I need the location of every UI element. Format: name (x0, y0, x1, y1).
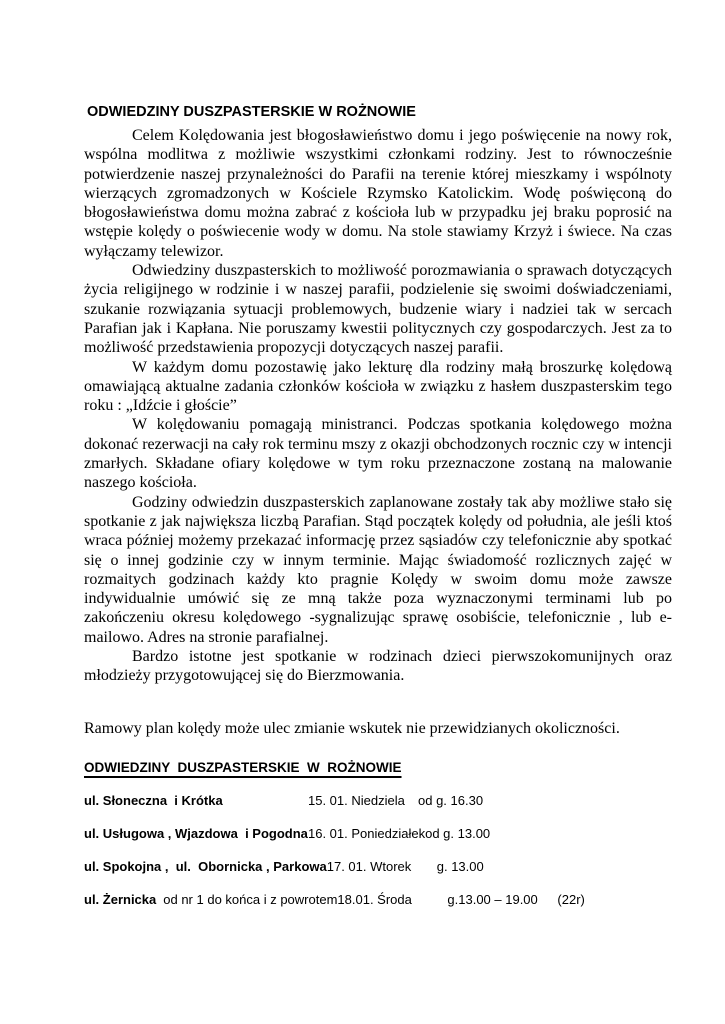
street-note: od nr 1 do końca i z powrotem (163, 891, 338, 907)
street-names (84, 858, 327, 875)
street-names (84, 891, 337, 908)
visit-time: od g. 16.30 (418, 792, 484, 808)
street-label: ul. Słoneczna i Krótka (84, 792, 223, 808)
street-names (84, 825, 308, 842)
street-label: ul. Spokojna , ul. Obornicka , Parkowa (84, 858, 327, 874)
visit-time: od g. 13.00 (425, 825, 491, 841)
visit-time: g. 13.00 (436, 858, 484, 874)
schedule-title: ODWIEDZINY DUSZPASTERSKIE W ROŻNOWIE (84, 759, 402, 775)
visit-date: 17. 01. Wtorek (326, 858, 412, 874)
paragraph-conversation: Odwiedziny duszpasterskich to możliwość porozmawiania o sprawach dotyczących życia religijnego w rodzinie i w naszej parafii, podzielenie się swoimi doświadczeniami, szukanie rozwiązania sytuacji problemowych, budzenie wiary i nadziei tak w sercach Parafian jak i Kapłana. Nie poruszamy kwestii politycznych czy gospodarczych. Jest za to możliwość przedstawienia propozycji dotyczących naszej parafii. (84, 262, 672, 357)
street-label: ul. Usługowa , Wjazdowa i Pogodna (84, 825, 308, 841)
schedule-row (84, 792, 672, 809)
schedule-change-notice: Ramowy plan kolędy może ulec zmianie wskutek nie przewidzianych okoliczności. (84, 719, 620, 737)
paragraph-hours: Godziny odwiedzin duszpasterskich zaplanowane zostały tak aby możliwe stało się spotkanie z jak największa liczbą Parafian. Stąd początek kolędy od południa, ale jeśli ktoś wraca później możemy przekazać informację przez sąsiadów czy telefonicznie aby spotkać się o innej godzinie czy w innym terminie. Mając świadomość rozlicznych zajęć w rozmaitych godzinach każdy kto pragnie Kolędy w swoim domu może zawsze indywidualnie umówić się ze mną także poza wyznaczonymi terminami lub po zakończeniu okresu kolędowego -sygnalizując sprawę osobiście, telefonicznie , lub e-mailowo. Adres na stronie parafialnej. (84, 493, 672, 646)
visit-date: 16. 01. Poniedziałek (308, 825, 426, 841)
schedule-row (84, 825, 672, 842)
street-label: ul. Żernicka (84, 891, 157, 907)
visit-date: 18.01. Środa (337, 891, 412, 907)
visit-note: (22r) (557, 891, 585, 907)
paragraph-families: Bardzo istotne jest spotkanie w rodzinach dzieci pierwszokomunijnych oraz młodzieży przygotowującej się do Bierzmowania. (84, 648, 672, 685)
paragraph-brochure: W każdym domu pozostawię jako lekturę dla rodziny małą broszurkę kolędową omawiającą aktualne zadania członków kościoła w związku z hasłem duszpasterskim tego roku : „Idźcie i głoście” (84, 358, 672, 415)
visit-date: 15. 01. Niedziela (308, 792, 405, 808)
visit-time: g.13.00 – 19.00 (447, 891, 538, 907)
paragraph-purpose: Celem Kolędowania jest błogosławieństwo domu i jego poświęcenie na nowy rok, wspólna modlitwa z możliwie wszystkimi członkami rodziny. Jest to równocześnie potwierdzenie naszej przynależności do Parafii na terenie której mieszkamy i wspólnoty wierzących zgromadzonych w Kościele Rzymsko Katolickim. Wodę poświęconą do błogosławieństwa domu można zabrać z kościoła lub w przypadku jej braku poprosić na wstępie kolędy o poświecenie wody w domu. Na stole stawiamy Krzyż i świece. Na czas wyłączamy telewizor. (84, 127, 672, 260)
document-title: ODWIEDZINY DUSZPASTERSKIE W ROŻNOWIE (87, 104, 416, 120)
street-names (84, 792, 308, 809)
visit-schedule (84, 792, 672, 908)
schedule-row (84, 858, 672, 875)
paragraph-ministranci: W kolędowaniu pomagają ministranci. Podczas spotkania kolędowego można dokonać rezerwacji na cały rok terminu mszy z okazji obchodzonych rocznic czy w intencji zmarłych. Składane ofiary kolędowe w tym roku przeznaczone zostaną na malowanie naszego kościoła. (84, 416, 672, 492)
schedule-row (84, 891, 672, 908)
